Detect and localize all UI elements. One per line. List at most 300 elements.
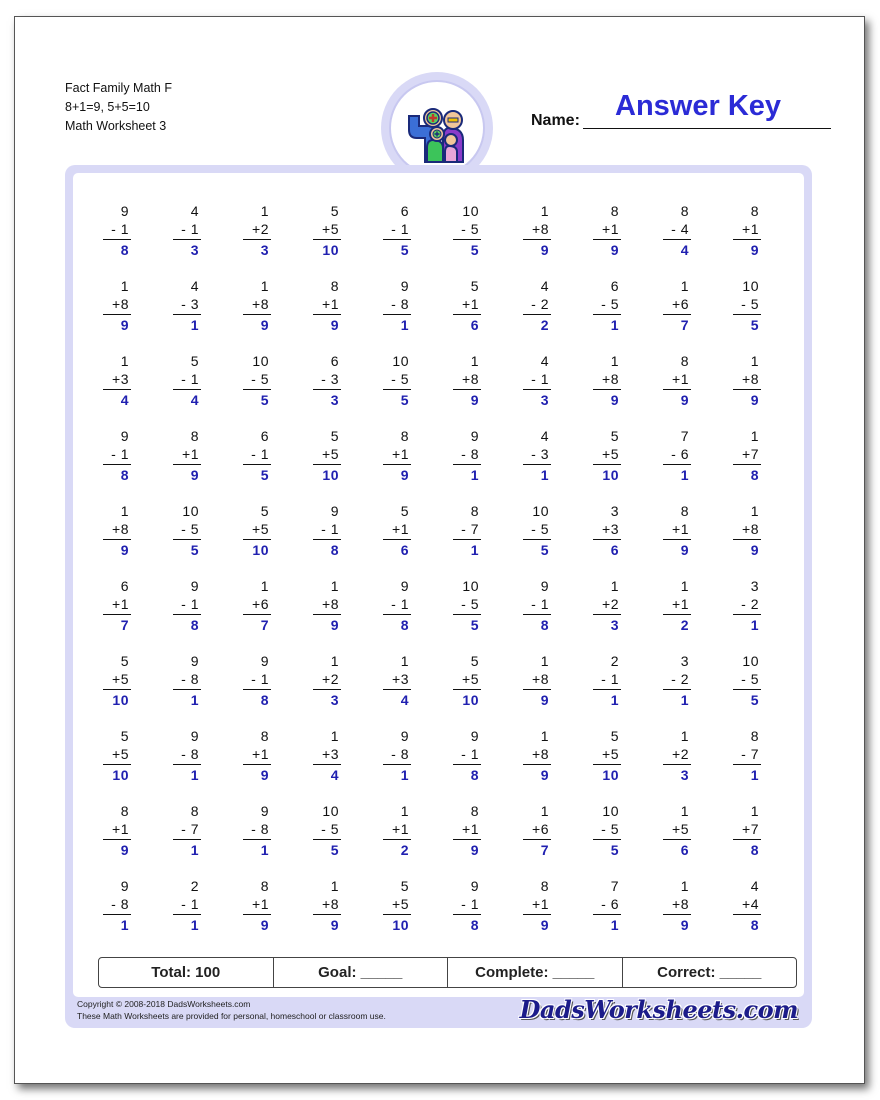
operation: - 5: [741, 671, 759, 687]
problem: [383, 203, 443, 271]
top-number: 1: [120, 353, 129, 369]
operation: - 5: [531, 521, 549, 537]
operation: - 2: [671, 671, 689, 687]
answer: 3: [330, 392, 339, 408]
operation: +1: [392, 521, 409, 537]
answer: 5: [260, 392, 269, 408]
answer: 1: [610, 317, 619, 333]
answer-line: [593, 314, 621, 315]
operation: +1: [392, 446, 409, 462]
problem: [383, 278, 443, 346]
answer-line: [383, 239, 411, 240]
answer: 8: [540, 617, 549, 633]
operation: - 1: [111, 446, 129, 462]
problem: [663, 653, 723, 721]
top-number: 1: [540, 728, 549, 744]
answer: 3: [610, 617, 619, 633]
answer: 4: [190, 392, 199, 408]
problem: [453, 278, 513, 346]
complete-cell[interactable]: Complete: _____: [448, 958, 623, 987]
footer-text: [77, 998, 386, 1022]
problem: [173, 278, 233, 346]
answer-line: [243, 314, 271, 315]
top-number: 9: [400, 278, 409, 294]
answer-line: [243, 539, 271, 540]
operation: - 1: [251, 671, 269, 687]
problem: [593, 278, 653, 346]
answer-line: [733, 914, 761, 915]
answer: 8: [470, 917, 479, 933]
operation: - 8: [461, 446, 479, 462]
answer: 5: [330, 842, 339, 858]
problem: [243, 653, 303, 721]
answer: 7: [540, 842, 549, 858]
top-number: 10: [742, 653, 759, 669]
top-number: 9: [190, 653, 199, 669]
answer: 8: [330, 542, 339, 558]
top-number: 1: [470, 353, 479, 369]
top-number: 6: [610, 278, 619, 294]
top-number: 5: [400, 878, 409, 894]
operation: +1: [322, 296, 339, 312]
operation: +8: [322, 896, 339, 912]
operation: - 1: [601, 671, 619, 687]
operation: +2: [602, 596, 619, 612]
problem: [243, 503, 303, 571]
problem: [103, 728, 163, 796]
answer: 10: [322, 242, 339, 258]
answer: 5: [260, 467, 269, 483]
answer: 1: [400, 317, 409, 333]
answer: 1: [260, 842, 269, 858]
problem: [453, 503, 513, 571]
answer-line: [453, 389, 481, 390]
operation: - 7: [461, 521, 479, 537]
problem: [523, 878, 583, 946]
answer-line: [313, 314, 341, 315]
answer: 3: [680, 767, 689, 783]
top-number: 9: [540, 578, 549, 594]
answer-line: [453, 914, 481, 915]
answer-line: [243, 614, 271, 615]
problem: [103, 278, 163, 346]
answer-line: [733, 764, 761, 765]
problem: [103, 503, 163, 571]
problem: [663, 353, 723, 421]
operation: - 3: [181, 296, 199, 312]
answer: 9: [190, 467, 199, 483]
top-number: 4: [190, 203, 199, 219]
answer-line: [173, 689, 201, 690]
operation: - 5: [741, 296, 759, 312]
answer: 9: [610, 242, 619, 258]
usage-note: These Math Worksheets are provided for personal, homeschool or classroom use.: [77, 1011, 386, 1021]
answer-line: [103, 614, 131, 615]
answer-line: [313, 239, 341, 240]
answer-line: [453, 764, 481, 765]
top-number: 8: [260, 878, 269, 894]
operation: - 6: [671, 446, 689, 462]
problem: [523, 503, 583, 571]
answer-line: [173, 839, 201, 840]
answer: 4: [330, 767, 339, 783]
top-number: 1: [750, 803, 759, 819]
problem: [383, 578, 443, 646]
top-number: 7: [680, 428, 689, 444]
problem: [593, 653, 653, 721]
top-number: 5: [470, 653, 479, 669]
problem: [103, 353, 163, 421]
problem: [663, 428, 723, 496]
answer: 4: [400, 692, 409, 708]
operation: +5: [112, 746, 129, 762]
problem: [453, 578, 513, 646]
operation: +1: [112, 821, 129, 837]
top-number: 9: [470, 878, 479, 894]
top-number: 3: [750, 578, 759, 594]
answer-line: [173, 539, 201, 540]
answer: 2: [540, 317, 549, 333]
problem: [313, 278, 373, 346]
top-number: 1: [750, 503, 759, 519]
operation: - 1: [181, 221, 199, 237]
answer-line: [313, 839, 341, 840]
top-number: 10: [742, 278, 759, 294]
answer: 9: [260, 767, 269, 783]
answer-line: [313, 764, 341, 765]
answer-line: [663, 539, 691, 540]
top-number: 5: [610, 428, 619, 444]
answer-line: [593, 764, 621, 765]
answer: 1: [470, 467, 479, 483]
worksheet-page: [14, 16, 865, 1084]
answer: 5: [190, 542, 199, 558]
operation: - 1: [321, 521, 339, 537]
problem: [173, 353, 233, 421]
problem: [173, 578, 233, 646]
answer-line: [733, 614, 761, 615]
operation: +8: [742, 521, 759, 537]
operation: +1: [672, 371, 689, 387]
answer-line: [173, 764, 201, 765]
top-number: 5: [330, 203, 339, 219]
problem-frame: [65, 165, 812, 1028]
problem: [383, 728, 443, 796]
answer: 5: [750, 692, 759, 708]
problem: [243, 278, 303, 346]
top-number: 1: [260, 278, 269, 294]
operation: +2: [672, 746, 689, 762]
operation: +3: [602, 521, 619, 537]
answer: 9: [330, 917, 339, 933]
answer-line: [593, 839, 621, 840]
answer-line: [173, 914, 201, 915]
top-number: 8: [540, 878, 549, 894]
problem: [663, 728, 723, 796]
answer: 9: [680, 917, 689, 933]
operation: +1: [252, 746, 269, 762]
operation: - 8: [181, 746, 199, 762]
top-number: 9: [260, 803, 269, 819]
operation: - 1: [391, 596, 409, 612]
top-number: 8: [120, 803, 129, 819]
top-number: 8: [680, 203, 689, 219]
operation: - 3: [531, 446, 549, 462]
operation: +5: [462, 671, 479, 687]
operation: +8: [532, 746, 549, 762]
answer-line: [663, 839, 691, 840]
top-number: 9: [470, 428, 479, 444]
problem: [733, 878, 793, 946]
answer: 9: [540, 917, 549, 933]
operation: +8: [532, 671, 549, 687]
operation: - 5: [181, 521, 199, 537]
correct-cell[interactable]: Correct: _____: [657, 964, 762, 981]
operation: - 7: [181, 821, 199, 837]
answer: 9: [120, 542, 129, 558]
top-number: 1: [330, 728, 339, 744]
operation: +5: [322, 221, 339, 237]
answer: 9: [120, 317, 129, 333]
top-number: 1: [330, 578, 339, 594]
answer: 8: [120, 467, 129, 483]
answer-line: [593, 689, 621, 690]
top-number: 1: [400, 653, 409, 669]
answer-line: [453, 689, 481, 690]
problem: [313, 578, 373, 646]
top-number: 9: [470, 728, 479, 744]
top-number: 10: [252, 353, 269, 369]
problem: [733, 203, 793, 271]
problem: [313, 503, 373, 571]
answer: 5: [470, 242, 479, 258]
worksheet-subtitle: 8+1=9, 5+5=10: [65, 100, 150, 114]
top-number: 9: [400, 578, 409, 594]
answer: 9: [120, 842, 129, 858]
problem: [663, 878, 723, 946]
top-number: 5: [610, 728, 619, 744]
operation: +8: [672, 896, 689, 912]
answer: 9: [400, 467, 409, 483]
problem: [313, 203, 373, 271]
operation: - 2: [531, 296, 549, 312]
problem: [733, 428, 793, 496]
problem: [523, 428, 583, 496]
top-number: 9: [400, 728, 409, 744]
answer: 9: [750, 542, 759, 558]
problem: [593, 428, 653, 496]
answer: 9: [750, 242, 759, 258]
answer: 1: [190, 317, 199, 333]
answer-line: [103, 389, 131, 390]
problem: [733, 653, 793, 721]
answer-line: [523, 314, 551, 315]
problem: [103, 878, 163, 946]
problem: [173, 803, 233, 871]
answer-line: [523, 764, 551, 765]
top-number: 8: [190, 803, 199, 819]
answer: 6: [610, 542, 619, 558]
operation: - 5: [251, 371, 269, 387]
top-number: 2: [190, 878, 199, 894]
problem: [523, 203, 583, 271]
answer-line: [523, 914, 551, 915]
top-number: 5: [120, 653, 129, 669]
top-number: 1: [680, 803, 689, 819]
operation: +8: [112, 296, 129, 312]
answer-line: [383, 464, 411, 465]
answer: 4: [120, 392, 129, 408]
answer: 6: [680, 842, 689, 858]
top-number: 1: [330, 653, 339, 669]
problem: [523, 278, 583, 346]
top-number: 7: [610, 878, 619, 894]
operation: +6: [672, 296, 689, 312]
top-number: 8: [330, 278, 339, 294]
problem: [593, 353, 653, 421]
answer: 3: [540, 392, 549, 408]
top-number: 10: [322, 803, 339, 819]
answer: 9: [540, 242, 549, 258]
answer-line: [313, 914, 341, 915]
operation: +7: [742, 821, 759, 837]
top-number: 1: [680, 728, 689, 744]
answer: 5: [610, 842, 619, 858]
top-number: 1: [400, 803, 409, 819]
operation: +8: [602, 371, 619, 387]
top-number: 9: [260, 653, 269, 669]
operation: - 5: [461, 221, 479, 237]
answer-line: [103, 839, 131, 840]
problem: [173, 653, 233, 721]
answer-line: [733, 464, 761, 465]
total-cell: Total: 100: [99, 958, 274, 987]
top-number: 5: [260, 503, 269, 519]
top-number: 10: [532, 503, 549, 519]
problem: [733, 578, 793, 646]
answer-line: [103, 314, 131, 315]
answer-line: [313, 539, 341, 540]
answer-line: [663, 614, 691, 615]
problem: [523, 803, 583, 871]
answer: 9: [330, 617, 339, 633]
answer-line: [733, 539, 761, 540]
operation: +1: [672, 596, 689, 612]
answer: 4: [680, 242, 689, 258]
operation: +8: [462, 371, 479, 387]
operation: - 1: [531, 371, 549, 387]
problem: [313, 428, 373, 496]
answer: 10: [112, 767, 129, 783]
problem-area: [73, 173, 804, 997]
top-number: 8: [610, 203, 619, 219]
problem: [593, 503, 653, 571]
score-bar: [98, 957, 797, 988]
answer: 5: [540, 542, 549, 558]
answer-line: [243, 764, 271, 765]
worksheet-title: Fact Family Math F: [65, 81, 172, 95]
operation: - 1: [181, 896, 199, 912]
operation: +1: [462, 821, 479, 837]
operation: +8: [322, 596, 339, 612]
answer-line: [243, 389, 271, 390]
answer: 5: [400, 242, 409, 258]
operation: - 5: [391, 371, 409, 387]
problem: [593, 728, 653, 796]
problem: [173, 428, 233, 496]
top-number: 1: [120, 503, 129, 519]
top-number: 8: [750, 203, 759, 219]
problem: [313, 803, 373, 871]
answer: 9: [680, 392, 689, 408]
operation: +8: [112, 521, 129, 537]
problem: [243, 728, 303, 796]
answer-line: [733, 239, 761, 240]
goal-cell[interactable]: Goal: _____: [274, 958, 449, 987]
answer-line: [243, 839, 271, 840]
problem: [383, 653, 443, 721]
answer-line: [453, 464, 481, 465]
operation: +5: [112, 671, 129, 687]
answer-line: [733, 314, 761, 315]
operation: - 8: [251, 821, 269, 837]
answer: 1: [610, 692, 619, 708]
problem: [453, 428, 513, 496]
answer-line: [453, 539, 481, 540]
operation: - 1: [391, 221, 409, 237]
top-number: 5: [330, 428, 339, 444]
problem: [453, 728, 513, 796]
name-line[interactable]: [583, 128, 831, 129]
operation: - 8: [391, 746, 409, 762]
answer-line: [173, 314, 201, 315]
top-number: 8: [750, 728, 759, 744]
top-number: 8: [190, 428, 199, 444]
top-number: 1: [680, 278, 689, 294]
top-number: 1: [610, 578, 619, 594]
answer-line: [523, 614, 551, 615]
problem: [593, 578, 653, 646]
top-number: 4: [190, 278, 199, 294]
operation: - 1: [461, 746, 479, 762]
top-number: 10: [462, 578, 479, 594]
problem: [453, 203, 513, 271]
answer: 8: [260, 692, 269, 708]
answer-line: [103, 764, 131, 765]
operation: - 7: [741, 746, 759, 762]
problem: [523, 653, 583, 721]
answer-line: [313, 689, 341, 690]
operation: +2: [252, 221, 269, 237]
operation: - 8: [181, 671, 199, 687]
answer: 7: [680, 317, 689, 333]
answer-line: [383, 614, 411, 615]
brand-logo: DadsWorksheets.com: [519, 995, 798, 1024]
answer: 1: [190, 692, 199, 708]
problem: [663, 578, 723, 646]
top-number: 9: [120, 428, 129, 444]
operation: - 2: [741, 596, 759, 612]
top-number: 6: [400, 203, 409, 219]
top-number: 5: [400, 503, 409, 519]
problem: [453, 878, 513, 946]
operation: +5: [392, 896, 409, 912]
problem: [243, 428, 303, 496]
answer: 8: [750, 842, 759, 858]
copyright: Copyright © 2008-2018 DadsWorksheets.com: [77, 999, 251, 1009]
problem: [523, 353, 583, 421]
operation: - 5: [321, 821, 339, 837]
